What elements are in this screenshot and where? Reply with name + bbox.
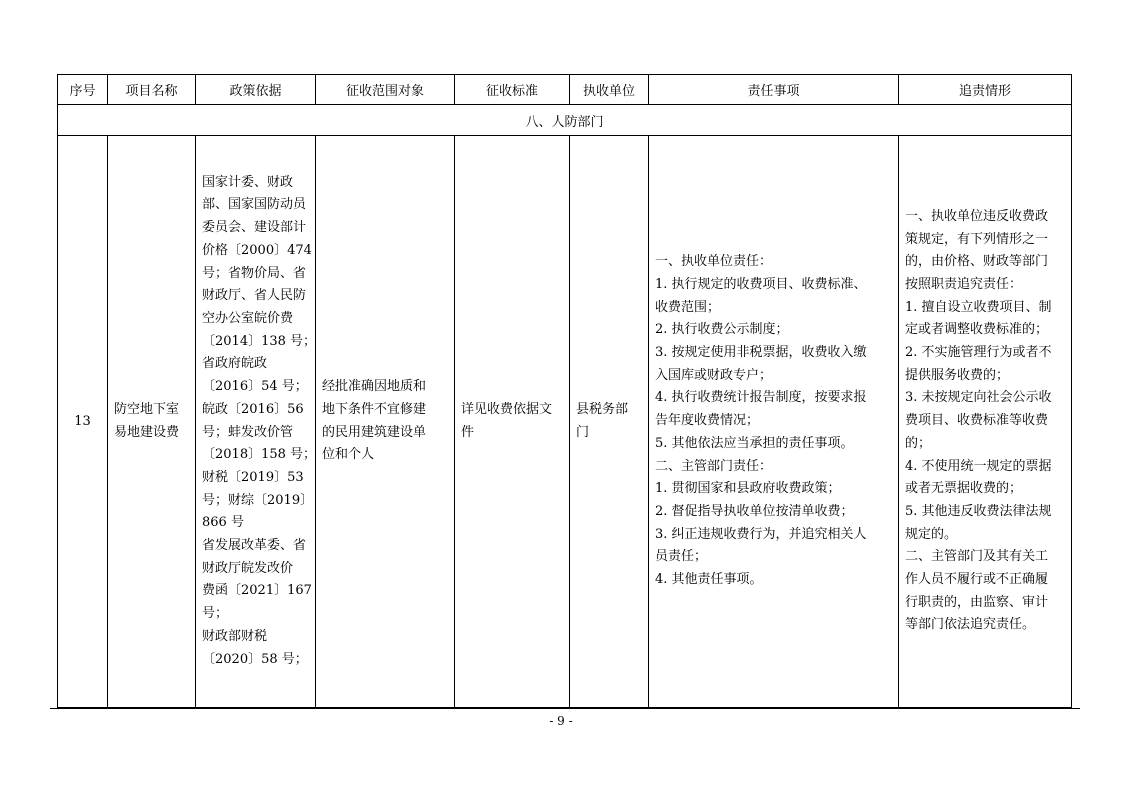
collecting-unit-cell <box>570 136 649 708</box>
accountability <box>899 206 1071 637</box>
cell-line: 866 号 <box>202 515 244 531</box>
cell-line: 或者无票据收费的； <box>905 481 1023 497</box>
row-number-cell <box>58 136 108 708</box>
cell-line: 5. 其他依法应当承担的责任事项。 <box>655 435 854 451</box>
cell-line: 财政部财税 <box>202 628 268 644</box>
cell-line: 2. 执行收费公示制度； <box>655 322 789 338</box>
header-number: 序号 <box>58 75 108 105</box>
cell-line: 省发展改革委、省 <box>202 538 307 554</box>
cell-line: 规定的。 <box>905 526 958 542</box>
cell-line: 一、执收单位违反收费政 <box>905 208 1049 224</box>
cell-line: 一、执收单位责任： <box>655 254 773 270</box>
header-project-name: 项目名称 <box>108 75 196 105</box>
cell-line: 策规定，有下列情形之一 <box>905 231 1049 247</box>
cell-line: 号；财综〔2019〕 <box>202 492 314 508</box>
cell-line: 号；蚌发改价管 <box>202 424 294 440</box>
duties-cell <box>649 136 899 708</box>
cell-line: 部、国家国防动员 <box>202 197 307 213</box>
header-duties: 责任事项 <box>649 75 899 105</box>
cell-line: 经批准确因地质和 <box>322 379 427 395</box>
cell-line: 〔2014〕138 号； <box>202 333 317 349</box>
header-accountability: 追责情形 <box>899 75 1072 105</box>
collecting-unit <box>570 399 648 444</box>
cell-line: 防空地下室 <box>114 401 180 417</box>
cell-line: 的； <box>905 435 932 451</box>
collection-standard <box>455 399 569 444</box>
duties <box>649 251 898 592</box>
cell-line: 皖政〔2016〕56 <box>202 401 304 417</box>
cell-line: 财税〔2019〕53 <box>202 469 304 485</box>
scope-cell <box>316 136 455 708</box>
cell-line: 等部门依法追究责任。 <box>905 617 1036 633</box>
policy-basis <box>196 172 315 671</box>
cell-line: 按照职责追究责任： <box>905 276 1023 292</box>
cell-line: 空办公室皖价费 <box>202 310 294 326</box>
cell-line: 入国库或财政专户； <box>655 367 773 383</box>
table-row <box>58 136 1072 708</box>
project-name-cell <box>108 136 196 708</box>
cell-line: 员责任； <box>655 549 708 565</box>
cell-line: 价格〔2000〕474 <box>202 242 312 258</box>
header-policy-basis: 政策依据 <box>196 75 316 105</box>
row-number: 13 <box>74 414 91 429</box>
cell-line: 县税务部 <box>576 401 629 417</box>
page-number: - 9 - <box>549 714 573 728</box>
cell-line: 1. 擅自设立收费项目、制 <box>905 299 1052 315</box>
fee-table <box>57 74 1072 708</box>
cell-line: 的，由价格、财政等部门 <box>905 254 1049 270</box>
cell-line: 1. 执行规定的收费项目、收费标准、 <box>655 276 867 292</box>
cell-line: 省政府皖政 <box>202 356 268 372</box>
cell-line: 4. 不使用统一规定的票据 <box>905 458 1052 474</box>
cell-line: 行职责的，由监察、审计 <box>905 594 1049 610</box>
cell-line: 2. 不实施管理行为或者不 <box>905 345 1052 361</box>
cell-line: 财政厅、省人民防 <box>202 288 307 304</box>
cell-line: 门 <box>576 424 590 440</box>
cell-line: 位和个人 <box>322 447 375 463</box>
cell-line: 费项目、收费标准等收费 <box>905 413 1049 429</box>
collection-scope <box>316 376 454 467</box>
cell-line: 提供服务收费的； <box>905 367 1010 383</box>
header-scope: 征收范围对象 <box>316 75 455 105</box>
cell-line: 地下条件不宜修建 <box>322 401 427 417</box>
cell-line: 费函〔2021〕167 <box>202 583 312 599</box>
cell-line: 件 <box>461 424 475 440</box>
header-standard: 征收标准 <box>455 75 570 105</box>
cell-line: 的民用建筑建设单 <box>322 424 427 440</box>
cell-line: 二、主管部门责任： <box>655 458 773 474</box>
cell-line: 号； <box>202 606 229 622</box>
policy-basis-cell <box>196 136 316 708</box>
cell-line: 2. 督促指导执收单位按清单收费； <box>655 503 854 519</box>
section-row <box>58 105 1072 136</box>
cell-line: 1. 贯彻国家和县政府收费政策； <box>655 481 841 497</box>
header-row <box>58 75 1072 105</box>
cell-line: 3. 按规定使用非税票据，收费收入缴 <box>655 345 867 361</box>
section-title: 八、人防部门 <box>58 105 1072 136</box>
cell-line: 财政厅皖发改价 <box>202 560 294 576</box>
cell-line: 5. 其他违反收费法律法规 <box>905 503 1052 519</box>
header-collecting-unit: 执收单位 <box>570 75 649 105</box>
cell-line: 详见收费依据文 <box>461 401 553 417</box>
cell-line: 〔2016〕54 号； <box>202 379 308 395</box>
cell-line: 〔2020〕58 号； <box>202 651 308 667</box>
cell-line: 定或者调整收费标准的； <box>905 322 1049 338</box>
cell-line: 号；省物价局、省 <box>202 265 307 281</box>
cell-line: 国家计委、财政 <box>202 174 294 190</box>
cell-line: 4. 执行收费统计报告制度，按要求报 <box>655 390 867 406</box>
cell-line: 收费范围； <box>655 299 721 315</box>
bottom-rule <box>50 708 1080 709</box>
cell-line: 〔2018〕158 号； <box>202 447 317 463</box>
cell-line: 告年度收费情况； <box>655 413 760 429</box>
standard-cell <box>455 136 570 708</box>
cell-line: 3. 未按规定向社会公示收 <box>905 390 1052 406</box>
cell-line: 委员会、建设部计 <box>202 220 307 236</box>
cell-line: 作人员不履行或不正确履 <box>905 572 1049 588</box>
project-name <box>108 399 195 444</box>
cell-line: 易地建设费 <box>114 424 180 440</box>
cell-line: 二、主管部门及其有关工 <box>905 549 1049 565</box>
cell-line: 4. 其他责任事项。 <box>655 572 763 588</box>
cell-line: 3. 纠正违规收费行为，并追究相关人 <box>655 526 867 542</box>
accountability-cell <box>899 136 1072 708</box>
